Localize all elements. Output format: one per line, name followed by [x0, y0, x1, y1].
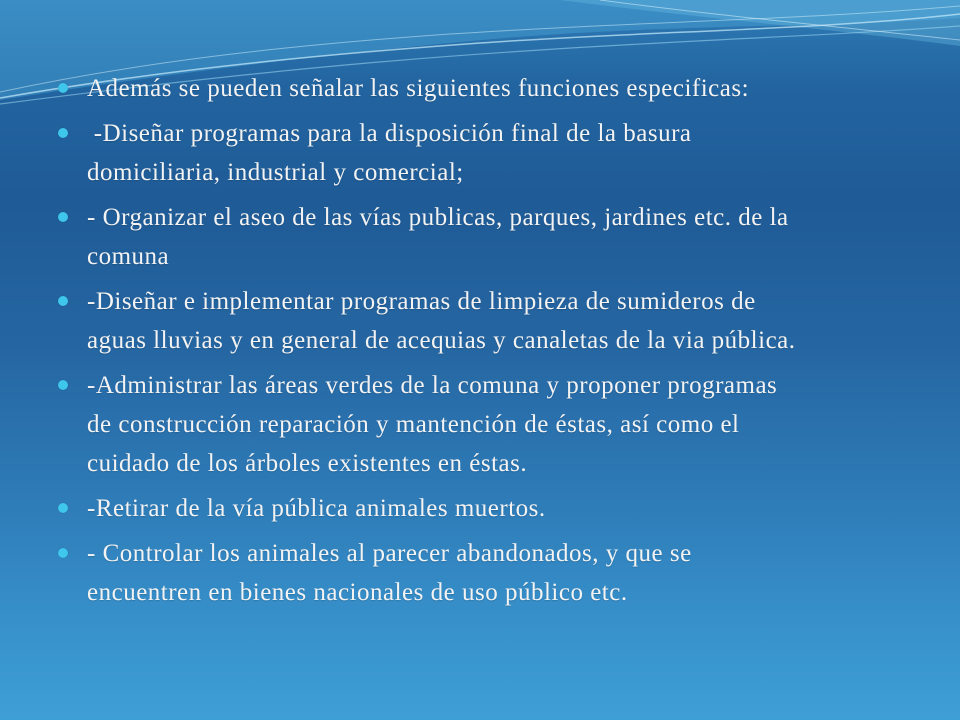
- list-item: [0, 282, 960, 360]
- bullet-icon: [58, 380, 68, 390]
- bullet-icon: [58, 212, 68, 222]
- list-item: [0, 114, 960, 192]
- bullet-text-line: encuentren en bienes nacionales de uso público etc.: [87, 579, 628, 606]
- bullet-text-line: - Controlar los animales al parecer abandonados, y que se: [87, 540, 692, 567]
- bullet-text-line: -Administrar las áreas verdes de la comuna y proponer programas: [87, 372, 778, 399]
- bullet-text-line: Además se pueden señalar las siguientes funciones especificas:: [87, 75, 750, 102]
- bullet-text-line: comuna: [87, 243, 170, 270]
- bullet-text-line: -Diseñar programas para la disposición final de la basura: [87, 120, 692, 147]
- bullet-list: [0, 69, 960, 612]
- bullet-icon: [58, 83, 68, 93]
- bullet-text-line: aguas lluvias y en general de acequias y canaletas de la via pública.: [87, 327, 796, 354]
- bullet-text-line: -Retirar de la vía pública animales muertos.: [87, 495, 546, 522]
- bullet-icon: [58, 548, 68, 558]
- list-item: [0, 489, 960, 528]
- bullet-icon: [58, 296, 68, 306]
- bullet-text-line: de construcción reparación y mantención de éstas, así como el: [87, 411, 740, 438]
- bullet-icon: [58, 503, 68, 513]
- bullet-text-line: domiciliaria, industrial y comercial;: [87, 159, 464, 186]
- bullet-text-line: cuidado de los árboles existentes en éstas.: [87, 450, 528, 477]
- list-item: [0, 198, 960, 276]
- list-item: [0, 69, 960, 108]
- bullet-text-line: -Diseñar e implementar programas de limpieza de sumideros de: [87, 288, 756, 315]
- list-item: [0, 366, 960, 483]
- bullet-text-line: - Organizar el aseo de las vías publicas, parques, jardines etc. de la: [87, 204, 789, 231]
- list-item: [0, 534, 960, 612]
- bullet-icon: [58, 128, 68, 138]
